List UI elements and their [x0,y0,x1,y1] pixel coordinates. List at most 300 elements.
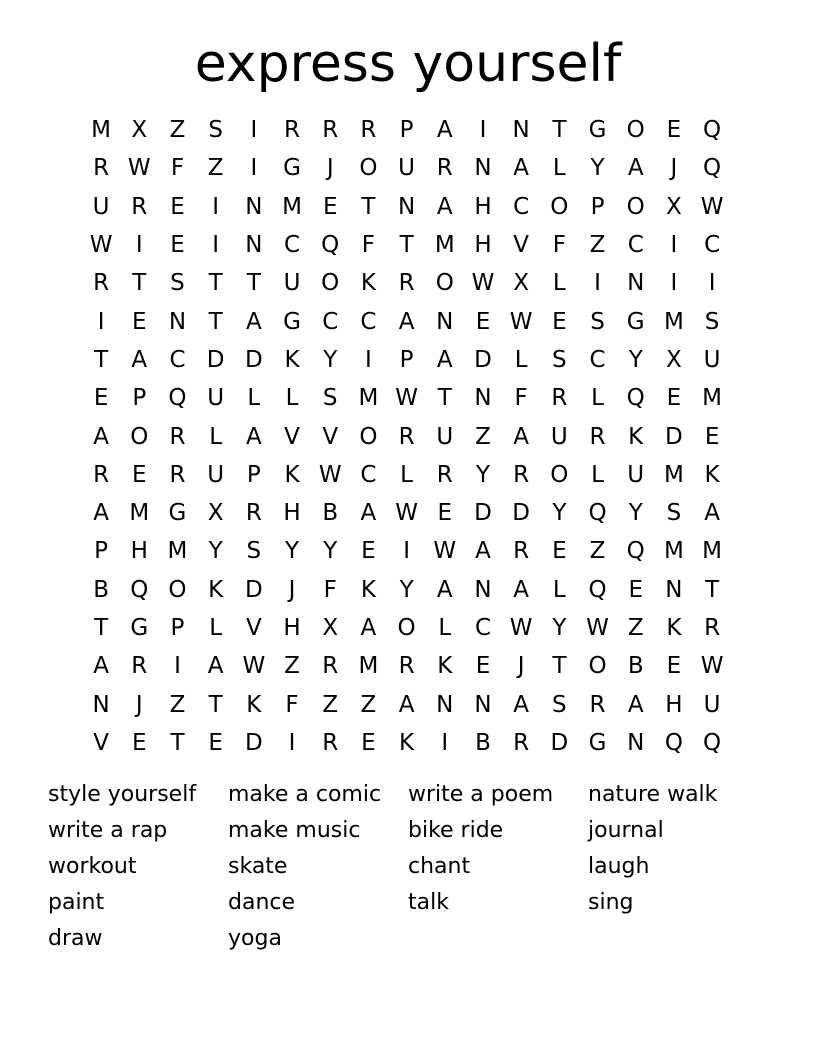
grid-letter: E [361,729,376,756]
grid-letter: W [700,653,724,680]
grid-letter: J [288,576,296,603]
grid-letter: N [436,308,454,335]
grid-letter: S [590,308,605,335]
grid-letter: M [663,308,684,335]
grid-letter: F [552,232,566,259]
grid-letter: N [665,576,683,603]
grid-letter: M [663,538,684,565]
grid-letter: O [397,615,416,641]
grid-letter: T [246,270,261,297]
word-list-item: sing [588,889,634,915]
grid-letter: K [704,461,720,488]
grid-row [82,647,732,685]
grid-letter: I [97,308,105,335]
grid-letter: P [132,385,147,412]
grid-letter: I [479,117,487,144]
grid-letter: C [513,193,530,220]
grid-letter: R [360,117,377,144]
word-list-item: bike ride [408,818,504,844]
grid-letter: A [360,500,377,527]
grid-letter: H [130,538,148,565]
grid-letter: D [206,346,225,373]
grid-letter: L [552,270,566,297]
grid-letter: O [550,461,569,488]
grid-letter: V [93,729,109,756]
grid-letter: Y [208,538,223,565]
grid-letter: I [365,346,372,373]
word-list-item: laugh [588,853,650,879]
grid-letter: Z [627,615,644,641]
word-list-item: nature walk [588,782,718,808]
grid-row [82,532,732,570]
grid-letter: H [474,193,492,220]
grid-letter: X [322,615,339,641]
grid-row [82,111,732,149]
grid-letter: K [666,615,682,641]
grid-letter: Y [475,461,490,488]
grid-letter: I [670,270,678,297]
grid-letter: N [474,576,492,603]
grid-letter: U [92,193,110,220]
grid-letter: R [131,653,148,680]
grid-row [82,188,732,226]
grid-letter: M [129,500,150,527]
grid-letter: R [322,729,339,756]
word-list-item: make a comic [228,782,382,808]
grid-letter: T [208,308,223,335]
grid-letter: P [246,461,261,488]
grid-letter: A [131,346,148,373]
grid-letter: A [93,653,109,680]
grid-row [82,149,732,187]
grid-letter: G [283,308,301,335]
grid-letter: Y [590,155,605,182]
word-list-item: workout [48,853,137,879]
grid-letter: E [132,308,147,335]
grid-letter: R [398,270,415,297]
grid-letter: O [435,270,454,297]
grid-letter: A [513,691,530,718]
grid-letter: A [704,500,720,527]
grid-letter: S [666,500,682,527]
grid-letter: R [704,615,721,641]
grid-letter: O [626,117,645,144]
grid-letter: O [130,423,149,450]
grid-letter: Z [169,117,186,144]
grid-letter: F [361,232,376,259]
word-list-item: journal [588,818,664,844]
grid-letter: S [322,385,338,412]
grid-letter: C [322,308,339,335]
grid-letter: C [360,461,377,488]
grid-letter: O [359,423,378,450]
grid-letter: R [513,729,530,756]
grid-letter: I [441,729,449,756]
grid-row [82,685,732,723]
grid-row [82,609,732,647]
grid-letter: E [322,193,338,220]
grid-letter: N [474,691,492,718]
grid-row [82,341,732,379]
grid-letter: A [245,423,262,450]
grid-letter: R [322,117,339,144]
grid-letter: K [284,346,300,373]
grid-letter: N [245,232,263,259]
grid-letter: I [403,538,410,565]
grid-letter: R [245,500,262,527]
grid-letter: C [360,308,377,335]
grid-letter: M [663,461,684,488]
grid-letter: V [322,423,339,450]
grid-letter: A [245,308,262,335]
grid-letter: R [169,423,186,450]
grid-letter: W [127,155,151,182]
grid-letter: Y [628,346,643,373]
grid-letter: U [703,346,721,373]
grid-letter: O [359,155,378,182]
grid-letter: Q [588,500,607,527]
grid-letter: Q [626,385,645,412]
grid-letter: C [474,615,491,641]
grid-letter: B [93,576,109,603]
grid-letter: N [397,193,416,220]
grid-letter: L [285,385,299,412]
grid-letter: C [589,346,606,373]
word-list-item: paint [48,889,105,915]
grid-letter: Z [360,691,377,718]
grid-letter: X [131,117,148,144]
grid-letter: K [208,576,224,603]
grid-letter: E [475,653,491,680]
grid-letter: K [284,461,300,488]
word-list-item: skate [228,853,288,879]
grid-letter: D [474,346,492,373]
word-list-item: make music [228,818,361,844]
grid-letter: R [169,461,186,488]
grid-letter: O [550,193,569,220]
grid-letter: H [665,691,683,718]
grid-letter: F [323,576,337,603]
grid-letter: F [170,155,185,182]
grid-row [82,264,732,302]
grid-letter: B [475,729,491,756]
grid-letter: W [395,385,418,412]
grid-row [82,417,732,455]
grid-letter: P [170,615,185,641]
grid-letter: A [436,576,453,603]
grid-letter: E [666,117,682,144]
grid-letter: K [628,423,644,450]
grid-letter: A [207,653,224,680]
grid-letter: L [552,155,566,182]
grid-letter: I [594,270,601,297]
grid-letter: P [399,346,414,373]
grid-letter: E [437,500,453,527]
grid-letter: D [550,729,569,756]
grid-letter: W [433,538,457,565]
grid-letter: A [627,155,644,182]
word-list-item: dance [228,889,296,915]
grid-letter: L [209,615,223,641]
grid-letter: R [398,653,415,680]
grid-letter: J [670,155,678,182]
grid-letter: P [94,538,109,565]
grid-letter: S [704,308,720,335]
grid-letter: Y [285,538,300,565]
grid-letter: T [208,270,223,297]
grid-letter: S [552,346,567,373]
grid-letter: E [666,385,682,412]
grid-letter: R [513,461,530,488]
grid-letter: M [91,117,112,144]
grid-letter: Q [626,538,645,565]
grid-letter: Y [399,576,414,603]
grid-letter: U [207,461,225,488]
grid-letter: I [135,232,143,259]
grid-letter: V [284,423,300,450]
grid-letter: A [627,691,644,718]
grid-letter: Y [323,538,338,565]
word-list-item: yoga [228,925,282,951]
grid-row [82,456,732,494]
grid-letter: U [283,270,301,297]
grid-letter: Z [169,691,186,718]
grid-letter: A [360,615,377,641]
grid-letter: W [509,615,533,641]
grid-letter: T [705,576,720,603]
grid-letter: E [666,653,682,680]
grid-letter: R [398,423,415,450]
grid-letter: W [395,500,418,527]
grid-letter: U [207,385,225,412]
grid-letter: R [93,155,110,182]
grid-letter: W [89,232,113,259]
grid-letter: T [361,193,376,220]
grid-letter: L [591,461,604,488]
grid-letter: U [436,423,454,450]
grid-letter: P [590,193,605,220]
grid-letter: N [436,691,454,718]
grid-letter: Y [552,615,567,641]
grid-letter: A [436,193,453,220]
grid-letter: X [207,500,224,527]
grid-letter: H [283,615,301,641]
grid-letter: Z [284,653,300,680]
grid-letter: L [400,461,413,488]
grid-letter: L [209,423,223,450]
grid-letter: T [208,691,223,718]
grid-letter: V [513,232,530,259]
grid-letter: Y [552,500,567,527]
grid-letter: I [250,117,258,144]
word-list-item: style yourself [48,782,197,808]
grid-letter: E [361,538,376,565]
grid-letter: A [436,346,453,373]
word-list-item: write a rap [48,818,168,844]
grid-letter: E [93,385,109,412]
grid-letter: E [628,576,643,603]
grid-letter: P [399,117,414,144]
grid-letter: H [283,500,301,527]
grid-letter: V [245,615,262,641]
grid-row [82,724,732,762]
grid-letter: R [513,538,530,565]
grid-letter: T [132,270,147,297]
word-list-item: draw [48,925,103,951]
grid-letter: T [399,232,414,259]
grid-row [82,494,732,532]
grid-letter: B [322,500,339,527]
grid-letter: U [627,461,645,488]
grid-letter: D [512,500,531,527]
grid-letter: I [288,729,296,756]
page-title: express yourself [194,34,622,94]
grid-letter: G [283,155,301,182]
grid-letter: W [586,615,609,641]
grid-letter: D [244,346,263,373]
grid-letter: C [627,232,644,259]
grid-letter: H [474,232,492,259]
grid-letter: E [132,461,147,488]
grid-letter: Z [475,423,491,450]
grid-letter: N [627,270,645,297]
grid-row [82,571,732,609]
grid-letter: B [627,653,644,680]
grid-letter: R [436,155,453,182]
grid-letter: K [437,653,453,680]
grid-letter: D [474,500,492,527]
grid-letter: M [702,538,723,565]
grid-letter: Y [323,346,338,373]
grid-letter: Q [130,576,149,603]
grid-letter: A [475,538,491,565]
grid-letter: Q [703,729,722,756]
grid-letter: L [514,346,528,373]
grid-letter: X [666,193,682,220]
grid-letter: E [208,729,223,756]
grid-letter: F [285,691,299,718]
grid-letter: U [703,691,721,718]
grid-letter: Z [322,691,339,718]
grid-letter: T [437,385,452,412]
grid-letter: R [93,461,110,488]
grid-letter: E [170,232,185,259]
grid-letter: R [589,691,606,718]
grid-letter: R [131,193,148,220]
grid-row [82,379,732,417]
grid-letter: R [322,653,339,680]
grid-letter: F [514,385,528,412]
grid-letter: J [326,155,334,182]
grid-letter: N [245,193,263,220]
grid-letter: R [284,117,301,144]
grid-letter: L [591,385,604,412]
grid-letter: N [474,385,492,412]
grid-letter: T [552,117,567,144]
grid-letter: Q [703,117,722,144]
grid-letter: A [93,423,109,450]
grid-letter: W [509,308,533,335]
grid-letter: W [318,461,342,488]
grid-letter: I [250,155,258,182]
grid-letter: S [170,270,185,297]
grid-letter: O [168,576,187,603]
word-list [48,777,788,956]
grid-letter: O [321,270,340,297]
grid-letter: Q [664,729,683,756]
word-list-item: chant [408,853,471,879]
grid-letter: W [242,653,266,680]
grid-letter: G [588,729,607,756]
grid-letter: M [282,193,302,220]
grid-letter: Q [703,155,722,182]
grid-letter: Q [321,232,340,259]
grid-letter: U [550,423,568,450]
grid-letter: M [358,385,379,412]
grid-letter: O [626,193,645,220]
grid-letter: A [513,576,530,603]
grid-letter: E [132,729,147,756]
grid-letter: E [552,538,567,565]
grid-letter: N [92,691,110,718]
grid-letter: I [174,653,181,680]
grid-letter: G [626,308,645,335]
grid-letter: T [94,615,109,641]
grid-letter: N [627,729,645,756]
grid-letter: N [474,155,492,182]
grid-letter: W [471,270,495,297]
grid-letter: C [169,346,186,373]
grid-letter: S [208,117,223,144]
grid-letter: D [665,423,683,450]
grid-row [82,226,732,264]
grid-letter: X [666,346,682,373]
grid-letter: O [588,653,607,680]
grid-letter: R [93,270,110,297]
grid-letter: A [398,308,415,335]
grid-letter: I [670,232,678,259]
grid-letter: J [517,653,525,680]
grid-letter: T [170,729,185,756]
grid-letter: C [704,232,721,259]
grid-letter: G [168,500,187,527]
grid-letter: A [436,117,453,144]
grid-letter: K [399,729,415,756]
grid-letter: E [704,423,720,450]
grid-letter: Y [628,500,643,527]
grid-letter: L [438,615,452,641]
grid-letter: L [247,385,261,412]
grid-letter: K [246,691,262,718]
grid-letter: C [284,232,301,259]
grid-letter: K [360,576,376,603]
grid-letter: R [551,385,568,412]
grid-letter: T [552,653,567,680]
grid-letter: M [358,653,379,680]
grid-letter: E [552,308,567,335]
grid-letter: D [244,576,263,603]
grid-letter: M [167,538,188,565]
grid-letter: G [130,615,149,641]
grid-letter: Q [588,576,607,603]
grid-letter: D [244,729,263,756]
grid-letter: Z [589,538,606,565]
grid-letter: Z [589,232,606,259]
grid-letter: A [513,423,530,450]
grid-letter: A [93,500,109,527]
grid-letter: N [168,308,187,335]
grid-letter: Z [207,155,224,182]
